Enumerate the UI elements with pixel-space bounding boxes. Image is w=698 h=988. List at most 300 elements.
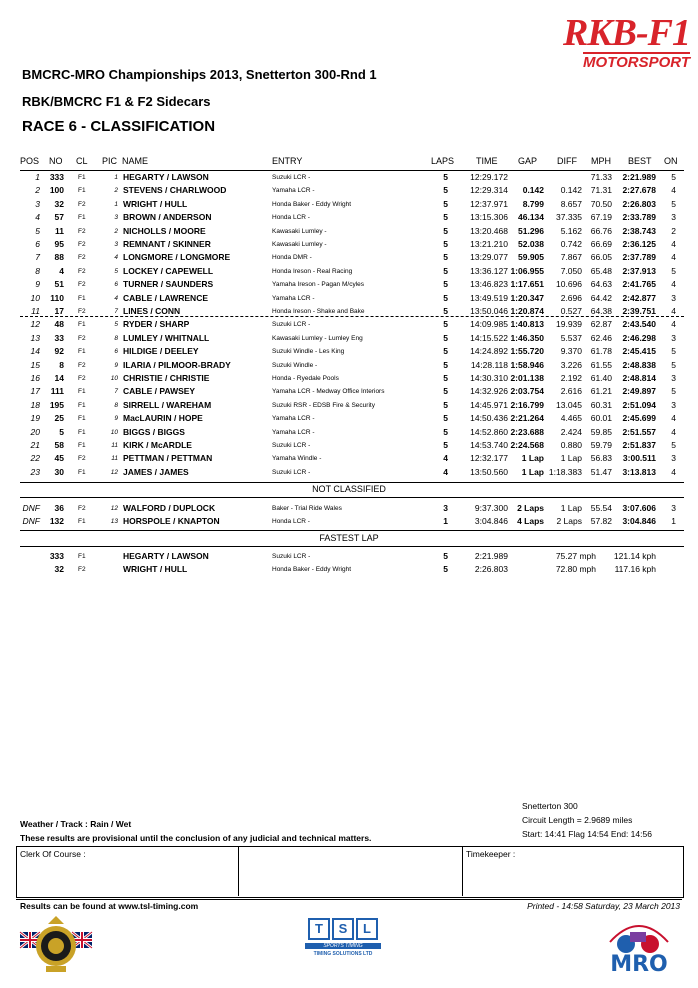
cell-laps: 4 [443,453,448,464]
cell-entry: Yamaha LCR - [272,187,315,195]
cell-diff: 13.045 [556,399,582,410]
cell-best: 2:46.298 [622,332,656,343]
cell-mph: 59.79 [590,440,612,450]
cell-pic: 1 [114,200,118,208]
cell-mph: 72.80 mph [555,564,596,575]
cell-mph: 65.48 [590,265,612,276]
bmcrc-logo [18,912,94,976]
dnf-row [0,502,698,515]
cell-time: 13:21.210 [470,239,508,249]
cell-pic: 10 [110,375,118,382]
cell-entry: Honda DMR - [272,254,312,262]
clerk-of-course-label: Clerk Of Course : [20,849,86,859]
col-no: NO [49,156,63,166]
col-pic: PIC [102,156,118,166]
cell-gap: 1:20.347 [510,292,544,303]
tsl-letters [305,918,381,940]
cell-diff: 3.226 [560,359,582,370]
result-row [0,385,698,398]
cell-pos: 14 [30,346,40,357]
cell-diff: 2.424 [560,426,582,437]
cell-pos: 22 [30,453,40,464]
cell-best: 2:45.699 [622,413,656,424]
fastest-lap-row [0,563,698,576]
cell-pos: 4 [35,212,40,223]
cell-on: 5 [671,359,676,370]
cell-cl: F2 [78,241,86,248]
cell-no: 333 [49,172,64,182]
cell-entry: Suzuki LCR - [272,174,311,181]
result-row [0,318,698,331]
cell-best: 2:38.743 [622,225,656,236]
cell-pic: 7 [114,388,118,396]
cell-name: CHRISTIE / CHRISTIE [123,373,210,383]
cell-entry: Yamaha Ireson - Pagan M/cyles [272,281,365,289]
cell-on: 3 [671,212,676,223]
cell-cl: F1 [78,518,86,526]
cell-diff: 7.050 [560,265,582,276]
cell-gap: 2:03.754 [510,386,544,397]
cell-time: 14:15.522 [470,332,508,343]
signature-divider-1 [238,846,239,896]
cell-pos: DNF [22,516,40,527]
result-row [0,171,698,184]
cell-time: 12:29.172 [470,172,508,182]
cell-laps: 5 [443,279,448,290]
result-row [0,211,698,224]
result-row [0,198,698,211]
cell-name: LONGMORE / LONGMORE [123,252,231,263]
cell-on: 3 [671,292,676,303]
logo-subtitle: MOTORSPORT [583,54,690,71]
cell-best: 2:48.814 [622,373,656,383]
cell-time: 14:24.892 [470,346,508,357]
cell-entry: Yamaha LCR - [272,428,315,436]
timekeeper-label: Timekeeper : [466,849,516,859]
cell-no: 25 [54,413,64,424]
cell-no: 45 [54,453,64,464]
cell-best: 2:39.751 [622,306,656,316]
result-row [0,265,698,278]
col-mph: MPH [591,156,611,166]
cell-diff: 2.192 [560,373,582,383]
col-cl: CL [76,156,88,166]
cell-diff: 8.657 [560,198,582,209]
classification-cutoff-line [20,316,684,317]
cell-cl: F1 [78,415,86,423]
cell-mph: 55.54 [590,503,612,513]
cell-pic: 3 [114,214,118,222]
cell-time: 13:46.823 [470,279,508,290]
cell-no: 11 [55,225,64,236]
cell-laps: 5 [443,292,448,303]
footer-divider [16,899,682,900]
cell-time: 14:30.310 [470,373,508,383]
cell-time: 13:36.127 [470,265,508,276]
cell-on: 1 [671,516,676,527]
cell-kph: 117.16 kph [614,564,656,575]
cell-on: 4 [671,252,676,263]
cell-no: 32 [54,564,64,575]
result-row [0,452,698,465]
cell-on: 4 [671,466,676,477]
mro-logo [604,914,674,978]
cell-best: 2:51.094 [622,399,656,410]
cell-time: 2:26.803 [474,564,508,575]
cell-mph: 61.40 [590,373,612,383]
cell-entry: Suzuki Windle - Les King [272,348,345,356]
result-row [0,251,698,264]
cell-pic: 9 [114,361,118,369]
cell-best: 3:13.813 [622,466,656,477]
cell-pic: 12 [110,505,118,512]
cell-laps: 5 [443,373,448,383]
cell-best: 2:51.557 [622,426,656,437]
fastest-lap-row [0,550,698,563]
cell-laps: 3 [443,503,448,513]
cell-time: 13:29.077 [470,252,508,263]
col-entry: ENTRY [272,156,303,166]
cell-on: 4 [671,279,676,290]
cell-gap: 1 Lap [521,466,544,477]
cell-pos: 6 [35,239,40,249]
cell-pos: 19 [30,413,40,424]
cell-cl: F1 [78,401,86,409]
cell-pic: 6 [114,281,118,289]
cell-laps: 5 [443,386,448,397]
cell-mph: 56.83 [590,453,612,464]
cell-no: 195 [49,399,64,410]
cell-gap: 2:16.799 [510,399,544,410]
cell-time: 14:09.985 [470,319,508,330]
cell-cl: F1 [78,388,86,396]
cell-cl: F2 [78,227,86,235]
cell-mph: 66.05 [590,252,612,263]
cell-on: 5 [671,172,676,182]
cell-name: JAMES / JAMES [123,466,189,477]
cell-entry: Honda Ireson - Shake and Bake [272,308,365,315]
cell-best: 2:51.837 [622,440,656,450]
col-best: BEST [628,156,652,166]
cell-pic: 11 [111,442,118,449]
cell-name: RYDER / SHARP [123,319,190,330]
cell-cl: F2 [78,455,86,463]
cell-pos: 21 [30,440,40,450]
cell-time: 2:21.989 [474,551,508,561]
cell-pic: 10 [110,428,118,436]
cell-gap: 1 Lap [521,453,544,464]
cell-on: 3 [671,373,676,383]
not-classified-divider-bottom [20,497,684,498]
provisional-notice: These results are provisional until the conclusion of any judicial and technical matters. [20,833,372,843]
cell-entry: Suzuki Windle - [272,361,318,369]
cell-gap: 0.142 [522,185,544,196]
cell-diff: 37.335 [556,212,582,223]
cell-name: WRIGHT / HULL [123,198,188,209]
cell-best: 2:21.989 [622,172,656,182]
cell-name: TURNER / SAUNDERS [123,279,214,290]
cell-cl: F1 [78,321,86,329]
cell-laps: 5 [443,212,448,223]
cell-name: KIRK / McARDLE [123,440,192,450]
cell-cl: F2 [78,281,86,289]
cell-no: 14 [54,373,64,383]
cell-mph: 51.47 [590,466,612,477]
cell-gap: 1:17.651 [510,279,544,290]
cell-gap: 51.296 [518,225,544,236]
cell-entry: Suzuki RSR - EDSB Fire & Security [272,401,375,409]
cell-name: LOCKEY / CAPEWELL [123,265,214,276]
cell-pic: 2 [114,227,118,235]
cell-name: PETTMAN / PETTMAN [123,453,213,464]
cell-on: 5 [671,198,676,209]
cell-cl: F2 [78,361,86,369]
cell-laps: 5 [443,413,448,424]
cell-cl: F1 [78,553,86,560]
cell-entry: Suzuki LCR - [272,553,311,560]
cell-entry: Honda LCR - [272,214,310,222]
cell-on: 5 [671,386,676,397]
cell-lap: 5 [443,564,448,575]
cell-entry: Yamaha Windle - [272,455,322,463]
tsl-letter-s: S [332,918,354,940]
cell-no: 100 [49,185,64,196]
tsl-sports-timing: SPORTS TIMING [305,943,381,949]
cell-name: HEGARTY / LAWSON [123,551,209,561]
cell-pos: 18 [30,399,40,410]
signature-box [16,846,684,898]
fastest-lap-divider-bottom [20,546,684,547]
cell-on: 4 [671,239,676,249]
cell-no: 88 [54,252,64,263]
cell-pos: 7 [35,252,40,263]
cell-laps: 5 [443,426,448,437]
cell-on: 5 [671,346,676,357]
cell-no: 4 [59,265,64,276]
cell-no: 48 [54,319,64,330]
cell-pos: 10 [30,292,40,303]
cell-best: 3:07.606 [622,503,656,513]
circuit-name: Snetterton 300 [522,801,578,811]
cell-entry: Suzuki LCR - [272,468,311,476]
cell-cl: F2 [78,254,86,262]
cell-pic: 8 [114,401,118,409]
cell-name: BROWN / ANDERSON [123,212,212,223]
cell-pic: 7 [114,308,118,315]
cell-diff: 0.142 [560,185,582,196]
cell-entry: Yamaha LCR - [272,415,315,423]
not-classified-heading: NOT CLASSIFIED [312,484,386,494]
cell-time: 13:50.046 [470,306,508,316]
cell-on: 4 [671,413,676,424]
cell-best: 2:36.125 [622,239,656,249]
cell-diff: 5.162 [560,225,582,236]
cell-gap: 2:24.568 [510,440,544,450]
cell-pic: 3 [114,241,118,248]
cell-laps: 5 [443,306,448,316]
cell-mph: 71.31 [590,185,612,196]
cell-cl: F2 [78,566,86,574]
cell-cl: F1 [78,348,86,356]
cell-name: LINES / CONN [123,306,181,316]
tsl-letter-l: L [356,918,378,940]
cell-pos: 16 [30,373,40,383]
col-pos: POS [20,156,40,166]
cell-no: 33 [54,332,64,343]
cell-gap: 2:21.264 [510,413,544,424]
cell-name: HEGARTY / LAWSON [123,172,209,182]
result-row [0,439,698,452]
cell-time: 14:45.971 [470,399,508,410]
cell-diff: 10.696 [556,279,582,290]
cell-pos: 17 [30,386,40,397]
cell-pos: 23 [30,466,40,477]
cell-gap: 52.038 [518,239,544,249]
result-row [0,225,698,238]
logo-title: RKB-F1 [562,12,690,54]
cell-no: 132 [49,516,64,527]
cell-time: 14:52.860 [470,426,508,437]
cell-pos: 5 [35,225,40,236]
cell-gap: 1:20.874 [510,306,544,316]
cell-no: 32 [54,198,64,209]
cell-no: 92 [54,346,64,357]
cell-pos: 9 [35,279,40,290]
cell-best: 2:41.765 [622,279,656,290]
result-row [0,184,698,197]
cell-mph: 64.42 [590,292,612,303]
cell-pic: 12 [110,468,118,476]
cell-pos: 1 [35,172,40,182]
cell-pos: 3 [35,198,40,209]
cell-best: 2:45.415 [622,346,656,357]
cell-entry: Kawasaki Lumley - [272,241,327,248]
cell-diff: 19.939 [556,319,582,330]
cell-gap: 1:46.350 [510,332,544,343]
cell-laps: 1 [443,516,448,527]
result-row [0,466,698,479]
cell-no: 333 [49,551,64,561]
cell-mph: 66.76 [590,225,612,236]
cell-no: 5 [59,426,64,437]
tsl-company: TIMING SOLUTIONS LTD [313,951,373,957]
class-title: RBK/BMCRC F1 & F2 Sidecars [22,94,211,109]
cell-on: 5 [671,440,676,450]
cell-best: 2:37.913 [622,265,656,276]
cell-gap: 2:01.138 [510,373,544,383]
cell-time: 14:53.740 [470,440,508,450]
cell-name: CABLE / LAWRENCE [123,292,208,303]
cell-on: 4 [671,319,676,330]
col-time: TIME [476,156,498,166]
cell-best: 3:00.511 [622,453,656,464]
cell-cl: F1 [78,468,86,476]
cell-laps: 5 [443,225,448,236]
rkb-f1-logo [540,14,690,72]
cell-best: 2:48.838 [622,359,656,370]
cell-cl: F2 [78,308,86,315]
cell-pic: 5 [114,321,118,329]
printed-timestamp: Printed - 14:58 Saturday, 23 March 2013 [527,901,680,911]
cell-diff: 2.616 [560,386,582,397]
cell-no: 110 [50,292,64,303]
cell-pic: 11 [111,455,118,463]
result-row [0,412,698,425]
cell-name: MacLAURIN / HOPE [123,413,203,424]
cell-on: 3 [671,453,676,464]
result-row [0,359,698,372]
cell-entry: Yamaha LCR - Medway Office Interiors [272,388,385,396]
cell-mph: 60.31 [590,399,612,410]
cell-name: SIRRELL / WAREHAM [123,399,212,410]
cell-pos: 8 [35,265,40,276]
cell-on: 3 [671,399,676,410]
col-name: NAME [122,156,149,166]
cell-entry: Kawasaki Lumley - [272,227,327,235]
cell-entry: Honda Ireson - Real Racing [272,267,353,275]
cell-no: 111 [50,386,64,397]
cell-entry: Honda Baker - Eddy Wright [272,566,351,574]
cell-pos: 12 [30,319,40,330]
cell-mph: 61.21 [590,386,612,397]
cell-no: 8 [59,359,64,370]
cell-mph: 71.33 [590,172,612,182]
cell-pos: 2 [35,185,40,196]
cell-entry: Baker - Trial Ride Wales [272,505,342,512]
cell-cl: F1 [78,187,86,195]
cell-pic: 1 [114,174,118,181]
cell-mph: 62.87 [590,319,612,330]
fastest-lap-heading: FASTEST LAP [319,533,379,543]
cell-pic: 4 [114,294,118,302]
cell-best: 2:33.789 [622,212,656,223]
cell-laps: 5 [443,399,448,410]
cell-no: 30 [54,466,64,477]
cell-entry: Honda - Ryedale Pools [272,375,339,382]
cell-mph: 67.19 [590,212,612,223]
cell-gap: 4 Laps [517,516,544,527]
result-row [0,372,698,385]
cell-time: 3:04.846 [474,516,508,527]
cell-on: 4 [671,426,676,437]
cell-name: WALFORD / DUPLOCK [123,503,216,513]
cell-on: 4 [671,306,676,316]
cell-lap: 5 [443,551,448,561]
cell-cl: F1 [78,174,86,181]
cell-cl: F1 [78,294,86,302]
cell-best: 2:37.789 [622,252,656,263]
cell-entry: Suzuki LCR - [272,321,311,329]
result-row [0,238,698,251]
result-row [0,278,698,291]
cell-mph: 57.82 [590,516,612,527]
cell-diff: 1 Lap [560,503,582,513]
cell-time: 13:15.306 [470,212,508,223]
col-diff: DIFF [557,156,577,166]
cell-no: 58 [54,440,64,450]
cell-gap: 1:06.955 [510,265,544,276]
cell-mph: 64.38 [590,306,612,316]
cell-time: 12:37.971 [470,198,508,209]
cell-cl: F1 [78,428,86,436]
cell-time: 13:50.560 [470,466,508,477]
cell-name: CABLE / PAWSEY [123,386,196,397]
cell-laps: 5 [443,198,448,209]
cell-gap: 1:55.720 [510,346,544,357]
cell-cl: F2 [78,200,86,208]
cell-mph: 62.46 [590,332,612,343]
weather-track: Weather / Track : Rain / Wet [20,819,132,829]
